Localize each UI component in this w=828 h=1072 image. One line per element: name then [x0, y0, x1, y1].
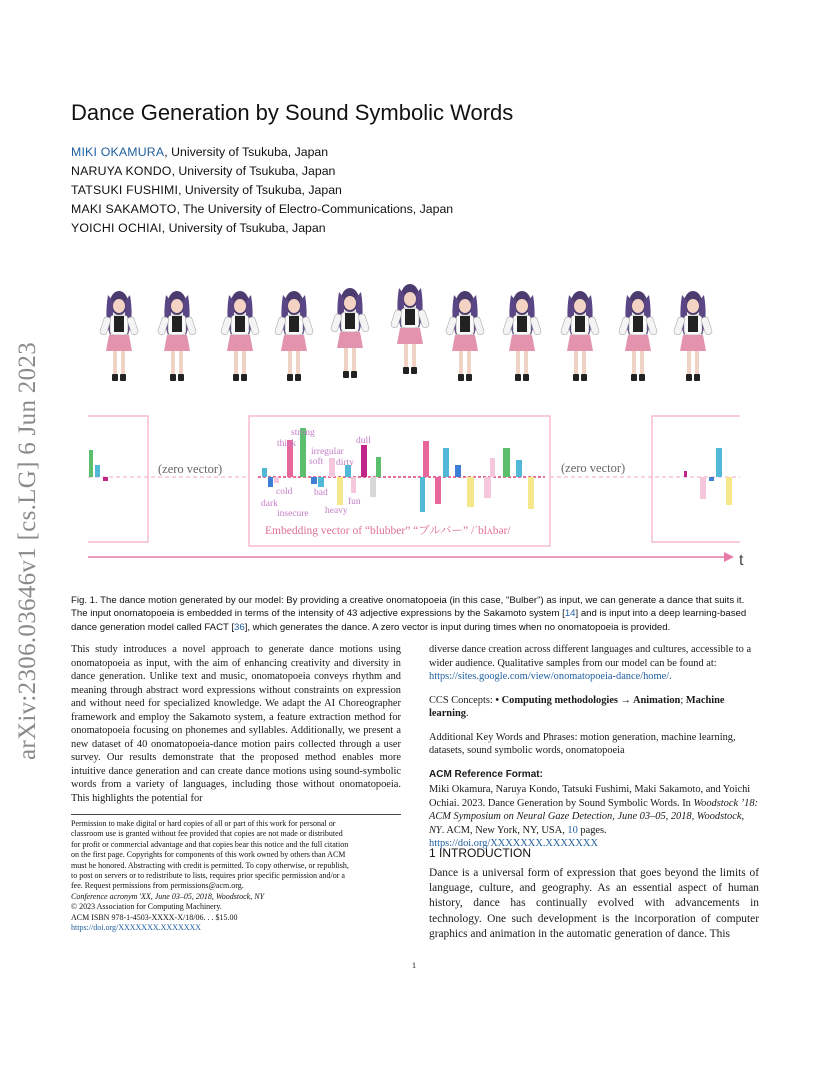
page-number: 1: [411, 960, 417, 970]
author-line: [71, 143, 453, 162]
author-affiliation: , University of Tsukuba, Japan: [171, 164, 336, 178]
zero-vector-left-label: (zero vector): [158, 462, 223, 476]
permission-line: fee. Request permissions from permissions@acm.org.: [71, 881, 244, 891]
permission-doi-link[interactable]: https://doi.org/XXXXXXX.XXXXXXX: [71, 923, 202, 933]
acm-text: . ACM, New York, NY, USA,: [441, 824, 568, 836]
author-name: MAKI SAKAMOTO: [71, 202, 177, 216]
adjective-label: strong: [291, 428, 315, 438]
author-name: TATSUKI FUSHIMI: [71, 183, 179, 197]
acm-text: Miki Okamura, Naruya Kondo, Tatsuki Fushimi, Maki Sakamoto, and Yoichi Ochiai. 2023. Dance Generation by Sound Symbolic Words. In: [429, 784, 751, 809]
introduction-body: Dance is a universal form of expression that goes beyond the limits of language, culture, and geography. As an essential aspect of human history, dance has continually evolved with advancements in technology. One such development is the incorporation of computer graphics and animation in the automatic generation of dance. This: [429, 867, 759, 940]
abstract-text: diverse dance creation across different languages and cultures, accessible to a wider audience. Qualitative samples from our model can be found at:: [429, 644, 752, 669]
bar: [726, 477, 732, 505]
bar: [684, 471, 687, 477]
isbn: ACM ISBN 978-1-4503-XXXX-X/18/06. . . $15.00: [71, 912, 238, 922]
adjective-label: thick: [277, 439, 296, 449]
permission-line: on the first page. Copyrights for components of this work owned by others than ACM: [71, 850, 346, 860]
abstract: This study introduces a novel approach to generate dance motions using onomatopoeia as input, with the aim of enhancing creativity and diversity in dance generation. Unlike text and music, onomatopoeia conveys rhythm and meaning through abstract word expressions without constraints on expression and without need for specialized knowledge. We adapt the AI Choreographer framework and employ the Sakamoto system, a feature extraction method for onomatopoeia focusing on phonemes and syllables. Additionally, we present a new dataset of 40 onomatopoeia-dance motion pairs collected through a user survey. Our results demonstrate that the proposed method enables more intuitive dance generation and can create dance motions using sound-symbolic words from a variety of languages, including those without onomatopoeia. This highlights the potential for: [71, 644, 401, 804]
adjective-label: fun: [348, 497, 361, 507]
acm-reference-heading: ACM Reference Format:: [429, 768, 543, 780]
citation-link[interactable]: 36: [234, 621, 245, 633]
author-affiliation: , University of Tsukuba, Japan: [164, 145, 329, 159]
permission-line: Permission to make digital or hard copies of all or part of this work for personal or: [71, 819, 336, 828]
ccs-separator: ;: [680, 694, 686, 706]
dancer-sequence: [99, 284, 713, 381]
time-axis-label: t: [739, 552, 744, 569]
bar: [95, 465, 100, 477]
author-name: YOICHI OCHIAI: [71, 221, 162, 235]
caption-text: The input onomatopoeia is embedded in terms of the intensity of 43 adjective expressions by the Sakamoto system [: [71, 608, 565, 620]
arxiv-identifier: arXiv:2306.03646v1 [cs.LG] 6 Jun 2023: [14, 342, 41, 760]
figure-1: [0, 272, 828, 582]
keywords: Additional Key Words and Phrases: motion generation, machine learning, datasets, sound symbolic words, onomatopoeia: [429, 731, 736, 756]
zero-vector-right-label: (zero vector): [561, 461, 626, 475]
author-name[interactable]: MIKI OKAMURA: [71, 145, 165, 159]
permission-line: classroom use is granted without fee provided that copies are not made or distributed: [71, 829, 343, 839]
time-axis-arrow: [724, 552, 734, 562]
embedding-bars: [262, 428, 534, 512]
bar: [103, 477, 108, 481]
author-affiliation: , University of Tsukuba, Japan: [178, 183, 342, 197]
caption-text: dance generation model called FACT [: [71, 621, 235, 633]
copyright: © 2023 Association for Computing Machinery.: [71, 902, 222, 912]
ccs-concepts: [429, 694, 759, 721]
permission-line: for profit or commercial advantage and that copies bear this notice and the full citation: [71, 839, 349, 849]
bar: [89, 450, 93, 477]
adjective-labels: [261, 428, 371, 519]
adjective-label: dirty: [336, 458, 354, 468]
adjective-label: soft: [309, 457, 324, 467]
permission-line: to post on servers or to redistribute to lists, requires prior specific permission and/or a: [71, 871, 345, 881]
doi-link[interactable]: https://doi.org/XXXXXXX.XXXXXXX: [429, 838, 598, 849]
author-affiliation: , University of Tsukuba, Japan: [161, 221, 326, 235]
author-affiliation: , The University of Electro-Communications, Japan: [176, 202, 454, 216]
acm-text: pages.: [577, 824, 607, 836]
author-line: [71, 219, 453, 238]
abstract-continuation: [429, 643, 759, 684]
ccs-prefix: CCS Concepts:: [429, 694, 496, 706]
caption-line: [71, 621, 761, 634]
permission-notice: [71, 814, 401, 933]
samples-link[interactable]: https://sites.google.com/view/onomatopoeia-dance/home/.: [429, 671, 672, 682]
author-name: NARUYA KONDO: [71, 164, 172, 178]
bar: [700, 477, 706, 499]
figure-canvas: [0, 272, 828, 582]
caption-text: ], which generates the dance. A zero vector is input during times when no onomatopoeia is provided.: [244, 621, 671, 633]
citation-link[interactable]: 14: [564, 608, 576, 620]
author-list: [71, 143, 453, 238]
adjective-label: heavy: [325, 506, 348, 516]
adjective-label: insecure: [277, 509, 309, 519]
right-column: [429, 643, 759, 851]
figure-caption: [71, 594, 761, 634]
bar: [709, 477, 714, 481]
caption-line: Fig. 1. The dance motion generated by our model: By providing a creative onomatopoeia (in this case, "Bulber") as input, we can generate a dance that suits it.: [71, 595, 745, 606]
adjective-label: cold: [276, 487, 293, 497]
adjective-label: dull: [356, 436, 371, 446]
ccs-concept: Machine learning: [429, 694, 725, 719]
ccs-concept: • Computing methodologies → Animation: [495, 694, 681, 706]
author-line: [71, 200, 453, 219]
adjective-label: irregular: [311, 447, 344, 457]
acm-venue: Woodstock ’18: ACM Symposium on Neural Gaze Detection, June 03–05, 2018, Woodstock, NY: [429, 797, 759, 836]
author-line: [71, 181, 453, 200]
introduction-heading: 1 INTRODUCTION: [429, 846, 531, 860]
caption-text: ] and is input into a deep learning-based: [575, 608, 747, 620]
adjective-label: dark: [261, 499, 278, 509]
bar: [716, 448, 722, 477]
adjective-label: bad: [314, 488, 328, 498]
permission-line: must be honored. Abstracting with credit is permitted. To copy otherwise, or republish,: [71, 860, 349, 870]
page-count-link[interactable]: 10: [567, 824, 578, 836]
author-line: [71, 162, 453, 181]
embedding-vector-label: Embedding vector of “blubber” “ブルバー” /ˈblʌbər/: [265, 525, 511, 537]
acm-reference: [429, 783, 759, 851]
left-zero-box: [88, 416, 148, 542]
paper-title: Dance Generation by Sound Symbolic Words: [71, 100, 514, 125]
caption-line: [71, 607, 761, 620]
conference-info: Conference acronym 'XX, June 03–05, 2018, Woodstock, NY: [71, 891, 265, 901]
ccs-end: .: [465, 708, 469, 719]
